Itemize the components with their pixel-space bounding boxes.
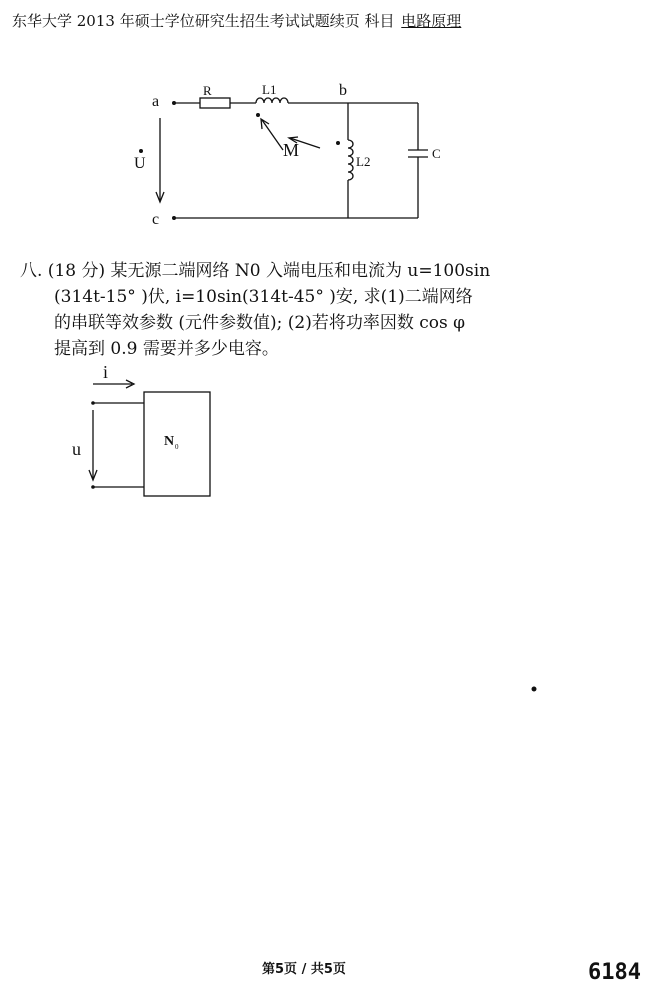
question-8 (20, 258, 540, 362)
inductor-l1-label: L1 (262, 82, 277, 97)
voltage-label-2: u (72, 439, 81, 459)
voltage-label: U (134, 155, 146, 172)
node-a-label: a (152, 93, 160, 110)
network-label: N (164, 434, 175, 449)
question-line-3: 的串联等效参数 (元件参数值); (2)若将功率因数 cos φ (54, 313, 466, 333)
mutual-inductance-label: M (283, 140, 300, 160)
header-text: 东华大学 2013 年硕士学位研究生招生考试试题续页 科目 (12, 12, 395, 30)
speck (532, 687, 537, 692)
inductor-l2-label: L2 (356, 154, 371, 169)
inductor-l2-symbol (348, 140, 353, 180)
resistor-symbol (200, 98, 230, 108)
inductor-l1-symbol (256, 98, 288, 103)
node-c-label: c (152, 211, 160, 228)
page-stamp: 6184 (588, 960, 641, 985)
node-b-label: b (339, 82, 347, 99)
resistor-label: R (203, 83, 212, 98)
page-footer: 第5页 / 共5页 (262, 962, 346, 977)
capacitor-label: C (432, 146, 441, 161)
current-label: i (103, 362, 109, 382)
circuit-diagram-2 (89, 380, 210, 496)
question-line-4: 提高到 0.9 需要并多少电容。 (54, 339, 279, 359)
question-line-2: (314t-15° )伏, i=10sin(314t-45° )安, 求(1)二端网络 (54, 287, 473, 307)
network-subscript: 0 (175, 443, 179, 451)
question-line-1: 八. (18 分) 某无源二端网络 N0 入端电压和电流为 u=100sin (20, 261, 491, 281)
header-subject: 电路原理 (401, 12, 462, 30)
terminal-dots (139, 101, 340, 220)
